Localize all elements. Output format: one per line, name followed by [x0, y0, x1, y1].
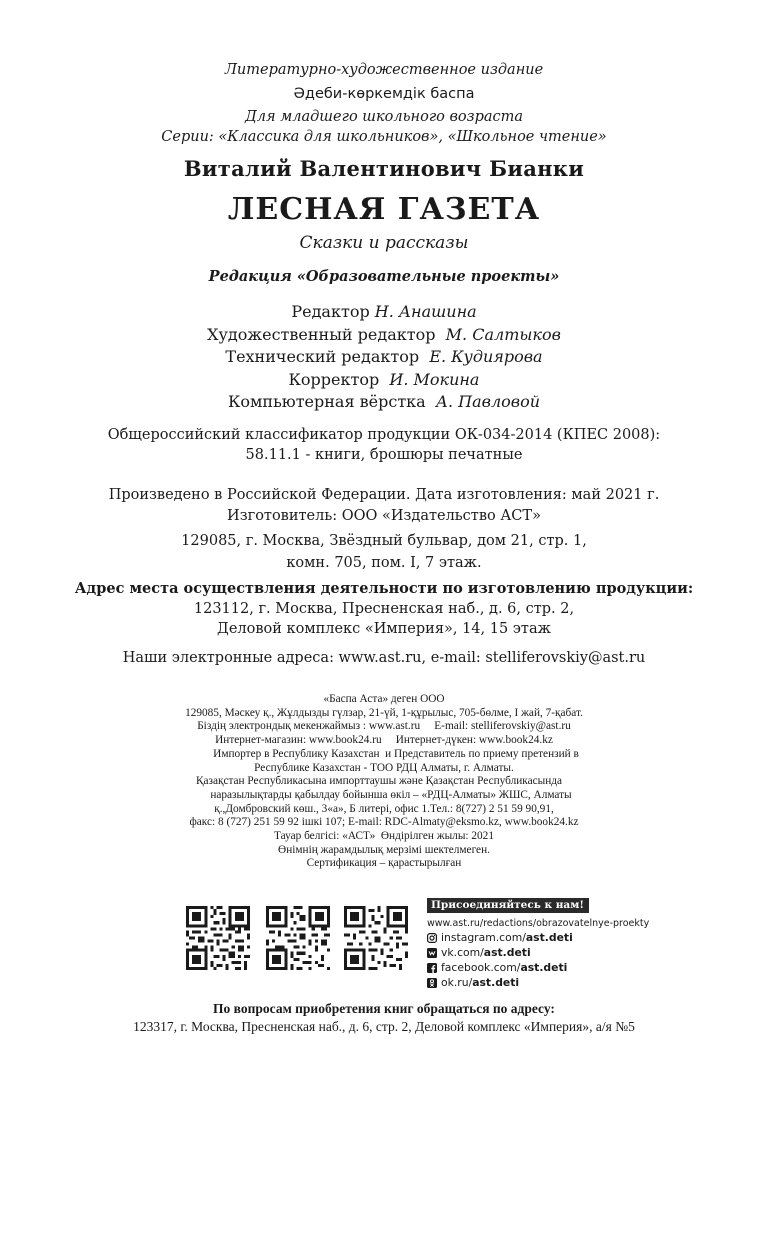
social-link-odnoklassniki[interactable]: ok.ru/ ast.deti	[427, 976, 667, 989]
instagram-icon	[427, 933, 437, 943]
qr-code-icon	[266, 906, 330, 970]
credit-row	[0, 370, 768, 393]
kz-line: Тауар белгісі: «АСТ» Өндірілген жылы: 2021	[274, 830, 494, 843]
production-address-2: комн. 705, пом. I, 7 этаж.	[286, 555, 482, 571]
edition-type-kazakh: Әдеби-көркемдік баспа	[293, 86, 475, 102]
emails: Наши электронные адреса: www.ast.ru, e-mail: stelliferovskiy@ast.ru	[122, 650, 646, 666]
kz-line: «Баспа Аста» деген ООО	[323, 693, 445, 705]
kz-line: Қазақстан Республикасына импорттаушы және Қазақстан Республикасында	[195, 775, 563, 788]
kz-line: Өнімнің жарамдылық мерзімі шектелмеген.	[278, 843, 490, 856]
facebook-icon	[427, 963, 437, 973]
social-link-vk[interactable]: vk.com/ ast.deti	[427, 946, 667, 959]
kz-line: факс: 8 (727) 251 59 92 ішкі 107; E-mail: RDC-Almaty@eksmo.kz, www.book24.kz	[189, 816, 579, 829]
production-made-in: Произведено в Российской Федерации. Дата изготовления: май 2021 г.	[108, 487, 660, 503]
qr-code-icon	[186, 906, 250, 970]
activity-line-1: 123112, г. Москва, Пресненская наб., д. 6, стр. 2,	[193, 601, 575, 617]
social-link-instagram[interactable]: instagram.com/ ast.deti	[427, 931, 667, 944]
credit-row	[0, 325, 768, 348]
book-title: ЛЕСНАЯ ГАЗЕТА	[227, 192, 541, 227]
production-manufacturer: Изготовитель: ООО «Издательство АСТ»	[227, 508, 541, 524]
credit-name: Н. Анашина	[374, 302, 477, 321]
kz-line: Сертификация – қарастырылған	[306, 857, 462, 870]
credit-role: Корректор	[288, 369, 380, 389]
activity-line-2: Деловой комплекс «Империя», 14, 15 этаж	[217, 621, 551, 637]
qr-codes	[186, 906, 426, 974]
purchase-heading: По вопросам приобретения книг обращаться по адресу:	[213, 1001, 555, 1016]
kz-line: қ.,Домбровский көш., 3«а», Б литерi, офис 1.Тел.: 8(727) 2 51 59 90,91,	[214, 802, 554, 815]
kz-line: 129085, Мәскеу қ., Жұлдызды гүлзар, 21-үй, 1-құрылыс, 705-бөлме, I жай, 7-қабат.	[185, 706, 583, 719]
age-group: Для младшего школьного возраста	[244, 109, 524, 125]
kz-line: Импортер в Республику Казахстан и Представитель по приему претензий в	[213, 747, 579, 760]
kz-line: Біздің электрондық мекенжаймыз : www.ast.ru E-mail: stelliferovskiy@ast.ru	[197, 720, 571, 733]
qr-code-icon	[344, 906, 408, 970]
credit-row	[0, 302, 768, 325]
social-block	[427, 893, 667, 989]
credits-list	[0, 302, 768, 415]
purchase-address: 123317, г. Москва, Пресненская наб., д. 6, стр. 2, Деловой комплекс «Империя», а/я №5	[133, 1019, 635, 1034]
edition-type: Литературно-художественное издание	[224, 62, 544, 78]
series: Серии: «Классика для школьников», «Школьное чтение»	[161, 129, 607, 145]
production-address-1: 129085, г. Москва, Звёздный бульвар, дом 21, стр. 1,	[181, 533, 587, 549]
credit-role: Редактор	[291, 302, 370, 321]
redaction: Редакция «Образовательные проекты»	[208, 268, 560, 285]
kz-line: Республике Казахстан - ТОО РДЦ Алматы, г. Алматы.	[254, 761, 514, 774]
credit-row	[0, 392, 768, 415]
author-name: Виталий Валентинович Бианки	[183, 156, 585, 181]
vk-icon	[427, 948, 437, 958]
kazakh-info-block	[0, 693, 768, 871]
classifier-line-2: 58.11.1 - книги, брошюры печатные	[245, 447, 523, 463]
credit-name: А. Павловой	[435, 392, 541, 411]
classifier-line-1: Общероссийский классификатор продукции ОК-034-2014 (КПЕС 2008):	[107, 427, 661, 443]
credit-name: И. Мокина	[389, 369, 480, 389]
credit-role: Технический редактор	[225, 347, 420, 366]
redaction-url-link[interactable]: www.ast.ru/redactions/obrazovatelnye-proekty	[427, 918, 650, 929]
book-subtitle: Сказки и рассказы	[299, 233, 469, 253]
social-link-facebook[interactable]: facebook.com/ ast.deti	[427, 961, 667, 974]
credit-name: М. Салтыков	[445, 324, 561, 344]
credit-row	[0, 347, 768, 370]
credit-name: Е. Кудиярова	[429, 347, 543, 366]
odnoklassniki-icon	[427, 978, 437, 988]
kz-line: Интернет-магазин: www.book24.ru Интернет-дүкен: www.book24.kz	[215, 734, 553, 747]
credit-role: Компьютерная вёрстка	[227, 392, 426, 411]
kz-line: наразылықтарды қабылдау бойынша өкіл – «РДЦ-Алматы» ЖШС, Алматы	[210, 788, 572, 801]
join-us-badge: Присоединяйтесь к нам!	[427, 898, 589, 913]
activity-heading: Адрес места осуществления деятельности по изготовлению продукции:	[74, 580, 694, 597]
credit-role: Художественный редактор	[207, 324, 436, 344]
